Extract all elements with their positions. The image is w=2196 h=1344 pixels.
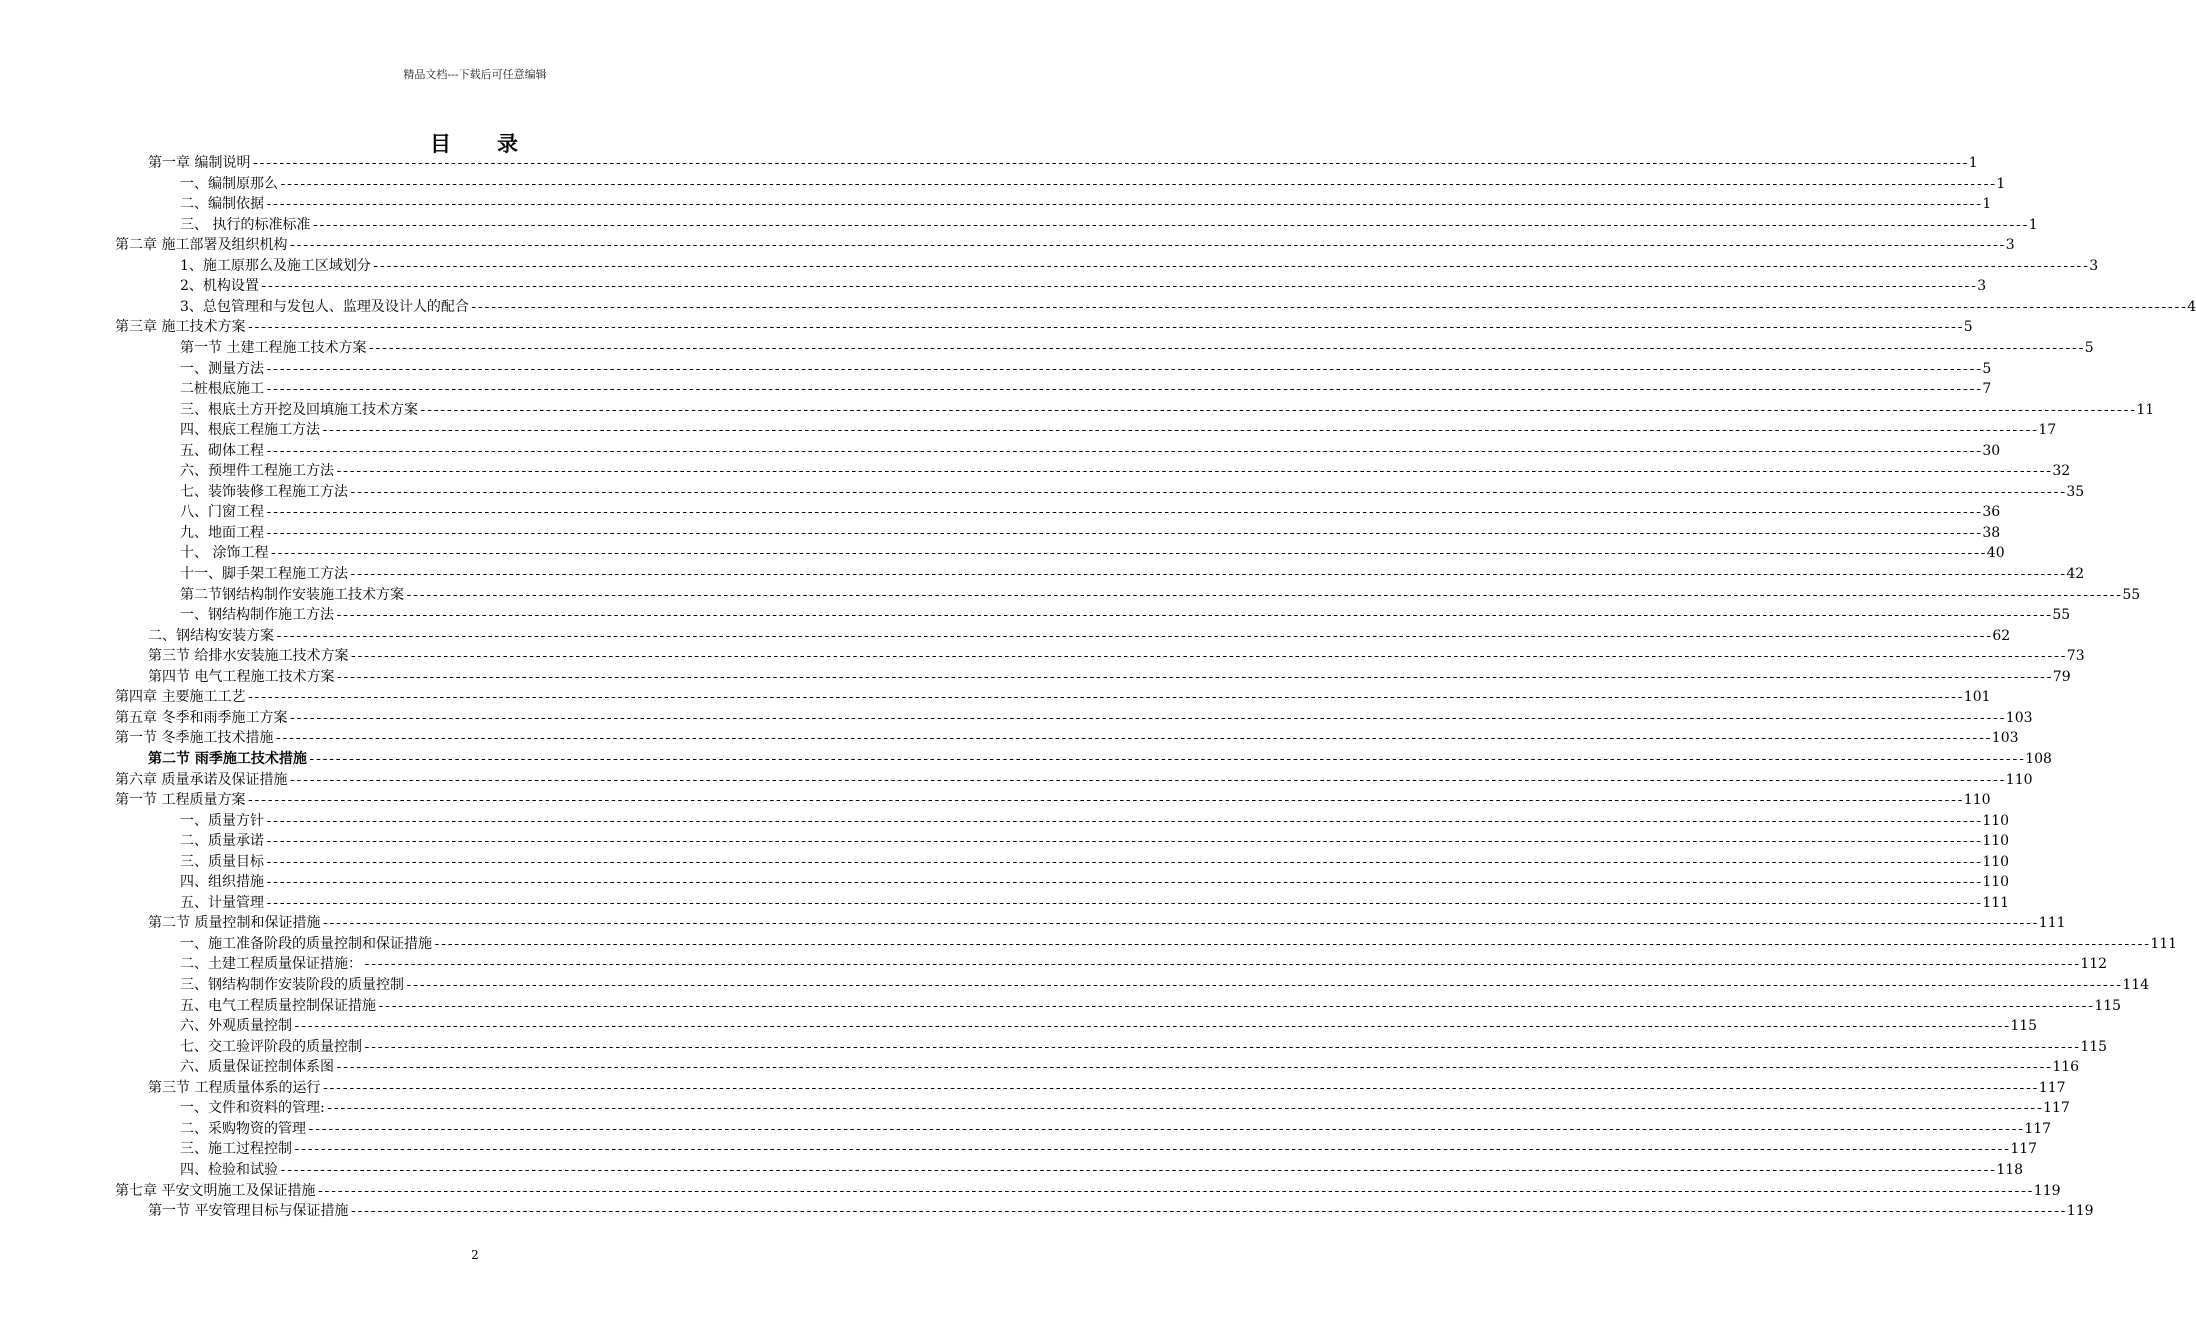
toc-leader: -------------------------------------------------------------------------------------------------------------------------------------------------------------------------------------------------------------------------------------------------------------------- bbox=[349, 567, 2066, 582]
toc-entry[interactable] bbox=[0, 235, 2015, 255]
toc-entry-page: 55 bbox=[2052, 607, 2071, 623]
toc-leader: -------------------------------------------------------------------------------------------------------------------------------------------------------------------------------------------------------------------------------------------------------------------- bbox=[335, 670, 2052, 685]
toc-entry-title: 二、土建工程质量保证措施： bbox=[180, 956, 362, 972]
toc-entry-title: 十一、脚手架工程施工方法 bbox=[180, 566, 348, 582]
toc-leader: -------------------------------------------------------------------------------------------------------------------------------------------------------------------------------------------------------------------------------------------------------------------- bbox=[279, 1163, 1996, 1178]
toc-entry[interactable] bbox=[0, 153, 1978, 173]
toc-entry-page: 3 bbox=[2005, 237, 2015, 253]
toc-entry-page: 110 bbox=[1963, 792, 1991, 808]
toc-entry-page: 17 bbox=[2038, 422, 2057, 438]
toc-entry-page: 11 bbox=[2136, 402, 2155, 418]
toc-entry-page: 79 bbox=[2052, 669, 2071, 685]
toc-entry-page: 101 bbox=[1963, 689, 1991, 705]
toc-entry-title: 四、根底工程施工方法 bbox=[180, 422, 320, 438]
toc-leader: -------------------------------------------------------------------------------------------------------------------------------------------------------------------------------------------------------------------------------------------------------------------- bbox=[307, 1122, 2024, 1137]
toc-entry-page: 38 bbox=[1982, 525, 2001, 541]
toc-entry-title: 五、计量管理 bbox=[180, 895, 264, 911]
toc-entry-title: 五、电气工程质量控制保证措施 bbox=[180, 998, 376, 1014]
title-char-right: 录 bbox=[497, 131, 520, 156]
toc-entry-page: 40 bbox=[1986, 545, 2005, 561]
toc-entry-title: 十、 涂饰工程 bbox=[180, 545, 269, 561]
toc-entry-page: 55 bbox=[2122, 587, 2141, 603]
toc-leader: -------------------------------------------------------------------------------------------------------------------------------------------------------------------------------------------------------------------------------------------------------------------- bbox=[377, 999, 2094, 1014]
toc-entry-title: 五、砌体工程 bbox=[180, 443, 264, 459]
toc-entry-title: 二、采购物资的管理 bbox=[180, 1121, 306, 1137]
toc-entry-title: 第一节 土建工程施工技术方案 bbox=[180, 340, 367, 356]
toc-entry-page: 115 bbox=[2080, 1039, 2108, 1055]
toc-leader: -------------------------------------------------------------------------------------------------------------------------------------------------------------------------------------------------------------------------------------------------------------------- bbox=[265, 834, 1982, 849]
toc-leader: -------------------------------------------------------------------------------------------------------------------------------------------------------------------------------------------------------------------------------------------------------------------- bbox=[251, 156, 1968, 171]
toc-leader: -------------------------------------------------------------------------------------------------------------------------------------------------------------------------------------------------------------------------------------------------------------------- bbox=[279, 177, 1996, 192]
toc-leader: -------------------------------------------------------------------------------------------------------------------------------------------------------------------------------------------------------------------------------------------------------------------- bbox=[246, 690, 1963, 705]
toc-entry[interactable] bbox=[0, 502, 2001, 522]
toc-leader: -------------------------------------------------------------------------------------------------------------------------------------------------------------------------------------------------------------------------------------------------------------------- bbox=[419, 403, 2136, 418]
toc-entry[interactable] bbox=[0, 913, 2066, 933]
toc-entry[interactable] bbox=[0, 400, 2155, 420]
toc-leader: -------------------------------------------------------------------------------------------------------------------------------------------------------------------------------------------------------------------------------------------------------------------- bbox=[274, 731, 1991, 746]
toc-entry-title: 第四章 主要施工工艺 bbox=[115, 689, 246, 705]
toc-entry-title: 第一章 编制说明 bbox=[148, 155, 251, 171]
toc-leader: -------------------------------------------------------------------------------------------------------------------------------------------------------------------------------------------------------------------------------------------------------------------- bbox=[265, 814, 1982, 829]
toc-entry-page: 1 bbox=[1982, 196, 1992, 212]
toc-entry[interactable] bbox=[0, 174, 2006, 194]
toc-leader: -------------------------------------------------------------------------------------------------------------------------------------------------------------------------------------------------------------------------------------------------------------------- bbox=[307, 752, 2025, 767]
toc-leader: -------------------------------------------------------------------------------------------------------------------------------------------------------------------------------------------------------------------------------------------------------------------- bbox=[288, 238, 2005, 253]
toc-leader: -------------------------------------------------------------------------------------------------------------------------------------------------------------------------------------------------------------------------------------------------------------------- bbox=[288, 711, 2005, 726]
toc-entry-title: 八、门窗工程 bbox=[180, 504, 264, 520]
toc-entry-title: 二桩根底施工 bbox=[180, 381, 264, 397]
toc-entry-title: 四、组织措施 bbox=[180, 874, 264, 890]
toc-entry-title: 第六章 质量承诺及保证措施 bbox=[115, 772, 288, 788]
toc-leader: -------------------------------------------------------------------------------------------------------------------------------------------------------------------------------------------------------------------------------------------------------------------- bbox=[433, 937, 2150, 952]
toc-entry[interactable] bbox=[0, 1098, 2070, 1118]
toc-leader: -------------------------------------------------------------------------------------------------------------------------------------------------------------------------------------------------------------------------------------------------------------------- bbox=[265, 855, 1982, 870]
toc-entry-title: 二、编制依据 bbox=[180, 196, 264, 212]
toc-entry-title: 第三节 给排水安装施工技术方案 bbox=[148, 648, 349, 664]
toc-entry-title: 六、外观质量控制 bbox=[180, 1018, 292, 1034]
toc-entry-title: 六、预埋件工程施工方法 bbox=[180, 463, 334, 479]
toc-leader: -------------------------------------------------------------------------------------------------------------------------------------------------------------------------------------------------------------------------------------------------------------------- bbox=[321, 1081, 2038, 1096]
toc-entry-page: 103 bbox=[1991, 730, 2019, 746]
toc-leader: -------------------------------------------------------------------------------------------------------------------------------------------------------------------------------------------------------------------------------------------------------------------- bbox=[265, 896, 1982, 911]
toc-entry-page: 35 bbox=[2066, 484, 2085, 500]
toc-entry-title: 九、地面工程 bbox=[180, 525, 264, 541]
toc-entry-page: 115 bbox=[2010, 1018, 2038, 1034]
toc-entry[interactable] bbox=[0, 297, 2196, 317]
toc-entry[interactable] bbox=[0, 954, 2108, 974]
toc-leader: -------------------------------------------------------------------------------------------------------------------------------------------------------------------------------------------------------------------------------------------------------------------- bbox=[405, 978, 2122, 993]
toc-entry[interactable] bbox=[0, 379, 1992, 399]
toc-leader: -------------------------------------------------------------------------------------------------------------------------------------------------------------------------------------------------------------------------------------------------------------------- bbox=[405, 588, 2122, 603]
toc-leader: -------------------------------------------------------------------------------------------------------------------------------------------------------------------------------------------------------------------------------------------------------------------- bbox=[259, 279, 1977, 294]
toc-entry-title: 第三章 施工技术方案 bbox=[115, 319, 246, 335]
toc-entry[interactable] bbox=[0, 441, 2001, 461]
toc-leader: -------------------------------------------------------------------------------------------------------------------------------------------------------------------------------------------------------------------------------------------------------------------- bbox=[469, 300, 2187, 315]
toc-leader: -------------------------------------------------------------------------------------------------------------------------------------------------------------------------------------------------------------------------------------------------------------------- bbox=[349, 649, 2066, 664]
toc-leader: -------------------------------------------------------------------------------------------------------------------------------------------------------------------------------------------------------------------------------------------------------------------- bbox=[363, 1040, 2080, 1055]
toc-entry-page: 3 bbox=[1977, 278, 1987, 294]
toc-entry-title: 一、钢结构制作施工方法 bbox=[180, 607, 334, 623]
toc-entry-page: 110 bbox=[1982, 874, 2010, 890]
toc-leader: -------------------------------------------------------------------------------------------------------------------------------------------------------------------------------------------------------------------------------------------------------------------- bbox=[321, 916, 2038, 931]
toc-entry-title: 第一节 平安管理目标与保证措施 bbox=[148, 1203, 349, 1219]
toc-entry-title: 一、编制原那么 bbox=[180, 176, 278, 192]
toc-leader: -------------------------------------------------------------------------------------------------------------------------------------------------------------------------------------------------------------------------------------------------------------------- bbox=[246, 793, 1963, 808]
toc-entry[interactable] bbox=[0, 646, 2085, 666]
toc-entry-title: 三、 执行的标准标准 bbox=[180, 217, 311, 233]
page-number: 2 bbox=[471, 1248, 479, 1262]
toc-leader: -------------------------------------------------------------------------------------------------------------------------------------------------------------------------------------------------------------------------------------------------------------------- bbox=[265, 362, 1982, 377]
toc-entry-title: 第一节 冬季施工技术措施 bbox=[115, 730, 274, 746]
toc-entry-page: 1 bbox=[1996, 176, 2006, 192]
toc-entry-title: 二、钢结构安装方案 bbox=[148, 628, 274, 644]
toc-entry-title: 一、质量方针 bbox=[180, 813, 264, 829]
toc-entry-page: 30 bbox=[1982, 443, 2001, 459]
toc-entry[interactable] bbox=[0, 215, 2038, 235]
toc-leader: -------------------------------------------------------------------------------------------------------------------------------------------------------------------------------------------------------------------------------------------------------------------- bbox=[367, 341, 2084, 356]
toc-entry-page: 4 bbox=[2187, 299, 2196, 315]
toc-entry-title: 2、机构设置 bbox=[180, 278, 259, 294]
toc-entry[interactable] bbox=[0, 1078, 2066, 1098]
toc-leader: -------------------------------------------------------------------------------------------------------------------------------------------------------------------------------------------------------------------------------------------------------------------- bbox=[335, 464, 2052, 479]
toc-entry[interactable] bbox=[0, 461, 2071, 481]
toc-entry-title: 七、交工验评阶段的质量控制 bbox=[180, 1039, 362, 1055]
toc-leader: -------------------------------------------------------------------------------------------------------------------------------------------------------------------------------------------------------------------------------------------------------------------- bbox=[265, 444, 1982, 459]
toc-entry-title: 3、总包管理和与发包人、监理及设计人的配合 bbox=[180, 299, 469, 315]
toc-leader: -------------------------------------------------------------------------------------------------------------------------------------------------------------------------------------------------------------------------------------------------------------------- bbox=[311, 218, 2028, 233]
toc-entry-title: 第二节 质量控制和保证措施 bbox=[148, 915, 321, 931]
toc-entry-title: 一、施工准备阶段的质量控制和保证措施 bbox=[180, 936, 432, 952]
page-header: 精品文档---下载后可任意编辑 bbox=[403, 68, 547, 81]
toc-entry[interactable] bbox=[0, 585, 2141, 605]
toc-leader: -------------------------------------------------------------------------------------------------------------------------------------------------------------------------------------------------------------------------------------------------------------------- bbox=[349, 1204, 2066, 1219]
toc-leader: -------------------------------------------------------------------------------------------------------------------------------------------------------------------------------------------------------------------------------------------------------------------- bbox=[325, 1101, 2043, 1116]
toc-leader: -------------------------------------------------------------------------------------------------------------------------------------------------------------------------------------------------------------------------------------------------------------------- bbox=[269, 546, 1986, 561]
toc-entry-page: 110 bbox=[2005, 772, 2033, 788]
toc-entry-page: 119 bbox=[2066, 1203, 2094, 1219]
toc-leader: -------------------------------------------------------------------------------------------------------------------------------------------------------------------------------------------------------------------------------------------------------------------- bbox=[335, 1060, 2052, 1075]
toc-entry[interactable] bbox=[0, 893, 2010, 913]
toc-entry-page: 1 bbox=[1968, 155, 1978, 171]
toc-leader: -------------------------------------------------------------------------------------------------------------------------------------------------------------------------------------------------------------------------------------------------------------------- bbox=[265, 526, 1982, 541]
title-char-left: 目 bbox=[430, 131, 453, 156]
toc-entry-page: 115 bbox=[2094, 998, 2122, 1014]
toc-entry[interactable] bbox=[0, 276, 1987, 296]
toc-entry[interactable] bbox=[0, 543, 2005, 563]
toc-entry-page: 118 bbox=[1996, 1162, 2024, 1178]
toc-entry[interactable] bbox=[0, 317, 1973, 337]
toc-entry[interactable] bbox=[0, 338, 2094, 358]
toc-entry[interactable] bbox=[0, 256, 2099, 276]
toc-entry[interactable] bbox=[0, 1201, 2094, 1221]
toc-entry-page: 117 bbox=[2043, 1100, 2070, 1116]
toc-entry-title: 第三节 工程质量体系的运行 bbox=[148, 1080, 321, 1096]
toc-entry[interactable] bbox=[0, 728, 2019, 748]
toc-entry-page: 42 bbox=[2066, 566, 2085, 582]
toc-entry-title: 三、钢结构制作安装阶段的质量控制 bbox=[180, 977, 404, 993]
toc-entry-page: 108 bbox=[2025, 751, 2052, 767]
toc-entry-page: 111 bbox=[2150, 936, 2178, 952]
toc-entry[interactable] bbox=[0, 359, 1992, 379]
toc-entry[interactable] bbox=[0, 1160, 2024, 1180]
toc-entry[interactable] bbox=[0, 482, 2085, 502]
toc-leader: -------------------------------------------------------------------------------------------------------------------------------------------------------------------------------------------------------------------------------------------------------------------- bbox=[363, 957, 2080, 972]
toc-entry[interactable] bbox=[0, 1057, 2080, 1077]
toc-entry-title: 一、测量方法 bbox=[180, 361, 264, 377]
toc-leader: -------------------------------------------------------------------------------------------------------------------------------------------------------------------------------------------------------------------------------------------------------------------- bbox=[265, 505, 1982, 520]
toc-entry-title: 第二章 施工部署及组织机构 bbox=[115, 237, 288, 253]
toc-entry[interactable] bbox=[0, 749, 2052, 769]
toc-entry-page: 73 bbox=[2066, 648, 2085, 664]
toc-leader: -------------------------------------------------------------------------------------------------------------------------------------------------------------------------------------------------------------------------------------------------------------------- bbox=[293, 1019, 2010, 1034]
toc-entry-title: 第四节 电气工程施工技术方案 bbox=[148, 669, 335, 685]
toc-entry-title: 第二节钢结构制作安装施工技术方案 bbox=[180, 587, 404, 603]
toc-entry-title: 三、根底土方开挖及回填施工技术方案 bbox=[180, 402, 418, 418]
toc-entry[interactable] bbox=[0, 1037, 2108, 1057]
toc-leader: -------------------------------------------------------------------------------------------------------------------------------------------------------------------------------------------------------------------------------------------------------------------- bbox=[349, 485, 2066, 500]
toc-entry[interactable] bbox=[0, 1139, 2038, 1159]
toc-entry[interactable] bbox=[0, 852, 2010, 872]
toc-entry-page: 62 bbox=[1992, 628, 2011, 644]
toc-entry-title: 二、质量承诺 bbox=[180, 833, 264, 849]
toc-entry[interactable] bbox=[0, 1119, 2052, 1139]
toc-entry-page: 110 bbox=[1982, 833, 2010, 849]
toc-entry[interactable] bbox=[0, 523, 2001, 543]
toc-entry-page: 5 bbox=[1982, 361, 1992, 377]
toc-entry-title: 一、文件和资料的管理: bbox=[180, 1100, 325, 1116]
toc-entry-title: 第一节 工程质量方案 bbox=[115, 792, 246, 808]
toc-leader: -------------------------------------------------------------------------------------------------------------------------------------------------------------------------------------------------------------------------------------------------------------------- bbox=[246, 320, 1963, 335]
toc-entry[interactable] bbox=[0, 996, 2122, 1016]
toc-leader: -------------------------------------------------------------------------------------------------------------------------------------------------------------------------------------------------------------------------------------------------------------------- bbox=[321, 423, 2038, 438]
toc-entry-title: 第二节 雨季施工技术措施 bbox=[148, 751, 307, 767]
toc-entry-page: 3 bbox=[2089, 258, 2099, 274]
toc-entry-page: 5 bbox=[1963, 319, 1973, 335]
toc-entry[interactable] bbox=[0, 605, 2071, 625]
toc-leader: -------------------------------------------------------------------------------------------------------------------------------------------------------------------------------------------------------------------------------------------------------------------- bbox=[265, 875, 1982, 890]
toc-entry-page: 32 bbox=[2052, 463, 2071, 479]
toc-entry[interactable] bbox=[0, 770, 2033, 790]
toc-entry-page: 119 bbox=[2033, 1183, 2061, 1199]
toc-leader: -------------------------------------------------------------------------------------------------------------------------------------------------------------------------------------------------------------------------------------------------------------------- bbox=[288, 773, 2005, 788]
toc-entry[interactable] bbox=[0, 626, 2011, 646]
toc-entry-title: 六、质量保证控制体系图 bbox=[180, 1059, 334, 1075]
toc-entry-page: 1 bbox=[2028, 217, 2038, 233]
toc-entry-title: 七、装饰装修工程施工方法 bbox=[180, 484, 348, 500]
toc-entry[interactable] bbox=[0, 667, 2071, 687]
toc-entry-page: 117 bbox=[2010, 1141, 2038, 1157]
toc-entry[interactable] bbox=[0, 564, 2085, 584]
toc-entry[interactable] bbox=[0, 934, 2178, 954]
toc-entry-title: 四、检验和试验 bbox=[180, 1162, 278, 1178]
toc-leader: -------------------------------------------------------------------------------------------------------------------------------------------------------------------------------------------------------------------------------------------------------------------- bbox=[265, 382, 1982, 397]
toc-entry-page: 116 bbox=[2052, 1059, 2080, 1075]
toc-leader: -------------------------------------------------------------------------------------------------------------------------------------------------------------------------------------------------------------------------------------------------------------------- bbox=[265, 197, 1982, 212]
toc-leader: -------------------------------------------------------------------------------------------------------------------------------------------------------------------------------------------------------------------------------------------------------------------- bbox=[371, 259, 2089, 274]
toc-entry-title: 第七章 平安文明施工及保证措施 bbox=[115, 1183, 316, 1199]
toc-entry-page: 36 bbox=[1982, 504, 2001, 520]
toc-leader: -------------------------------------------------------------------------------------------------------------------------------------------------------------------------------------------------------------------------------------------------------------------- bbox=[316, 1184, 2033, 1199]
toc-entry-page: 117 bbox=[2024, 1121, 2052, 1137]
toc-entry[interactable] bbox=[0, 194, 1992, 214]
toc-entry-page: 117 bbox=[2038, 1080, 2066, 1096]
toc-entry[interactable] bbox=[0, 790, 1991, 810]
toc-entry[interactable] bbox=[0, 687, 1991, 707]
toc-entry-page: 111 bbox=[1982, 895, 2010, 911]
toc-entry-page: 110 bbox=[1982, 813, 2010, 829]
toc-entry-title: 三、施工过程控制 bbox=[180, 1141, 292, 1157]
toc-entry[interactable] bbox=[0, 872, 2010, 892]
toc-entry-page: 114 bbox=[2122, 977, 2150, 993]
toc-leader: -------------------------------------------------------------------------------------------------------------------------------------------------------------------------------------------------------------------------------------------------------------------- bbox=[335, 608, 2052, 623]
toc-entry[interactable] bbox=[0, 831, 2010, 851]
toc-entry-title: 1、施工原那么及施工区域划分 bbox=[180, 258, 371, 274]
toc-entry-page: 110 bbox=[1982, 854, 2010, 870]
toc-leader: -------------------------------------------------------------------------------------------------------------------------------------------------------------------------------------------------------------------------------------------------------------------- bbox=[293, 1142, 2010, 1157]
toc-entry-title: 三、质量目标 bbox=[180, 854, 264, 870]
toc-entry[interactable] bbox=[0, 708, 2033, 728]
toc-entry[interactable] bbox=[0, 1181, 2061, 1201]
toc-entry[interactable] bbox=[0, 811, 2010, 831]
toc-entry-title: 第五章 冬季和雨季施工方案 bbox=[115, 710, 288, 726]
toc-entry-page: 112 bbox=[2080, 956, 2108, 972]
toc-entry[interactable] bbox=[0, 1016, 2038, 1036]
toc-entry-page: 7 bbox=[1982, 381, 1992, 397]
toc-entry-page: 5 bbox=[2084, 340, 2094, 356]
toc-entry[interactable] bbox=[0, 420, 2057, 440]
toc-entry-page: 111 bbox=[2038, 915, 2066, 931]
toc-leader: -------------------------------------------------------------------------------------------------------------------------------------------------------------------------------------------------------------------------------------------------------------------- bbox=[275, 629, 1992, 644]
toc-entry[interactable] bbox=[0, 975, 2150, 995]
toc-entry-page: 103 bbox=[2005, 710, 2033, 726]
